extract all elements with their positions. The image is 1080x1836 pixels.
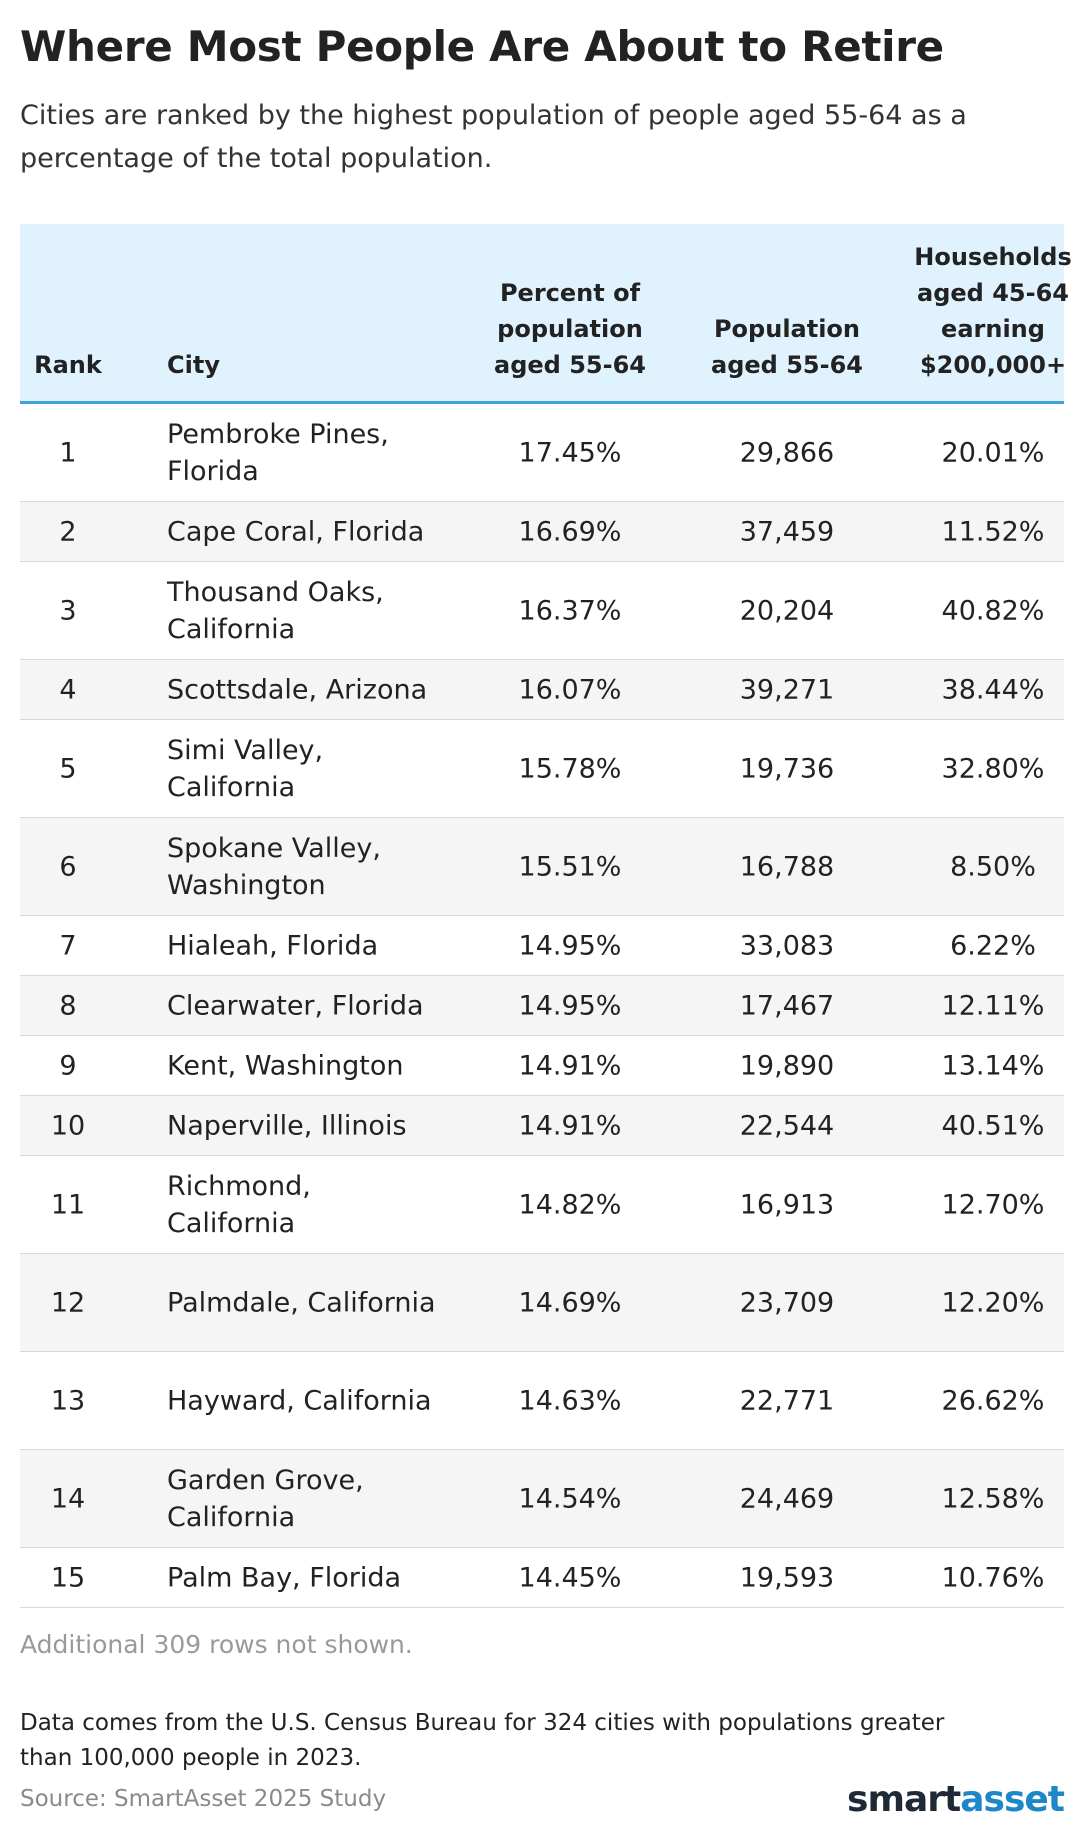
cell-population: 16,913 (739, 1189, 835, 1220)
table-row[interactable] (20, 818, 1064, 916)
cell-rank: 3 (59, 595, 77, 626)
cell-rank: 6 (59, 851, 77, 882)
header-percent-aged-55-64[interactable]: Percent of population aged 55-64 (494, 279, 646, 379)
cell-city: Hayward, California (167, 1385, 432, 1416)
cell-population: 24,469 (739, 1483, 835, 1514)
cell-city: Kent, Washington (167, 1050, 404, 1081)
cell-percent: 14.63% (518, 1385, 622, 1416)
cell-households: 40.82% (941, 595, 1045, 626)
cell-households: 12.58% (941, 1483, 1045, 1514)
cell-rank: 1 (59, 437, 77, 468)
cell-rank: 11 (50, 1189, 86, 1220)
logo-text-asset: asset (960, 1779, 1064, 1820)
cell-population: 33,083 (739, 930, 835, 961)
cell-percent: 15.51% (518, 851, 622, 882)
page-subtitle: Cities are ranked by the highest population of people aged 55-64 as a percentage of the total population. (20, 100, 967, 174)
cell-city: Clearwater, Florida (167, 990, 424, 1021)
cell-households: 26.62% (941, 1385, 1045, 1416)
table-row[interactable] (20, 1352, 1064, 1450)
cell-city: Simi Valley, California (167, 734, 324, 803)
cell-population: 17,467 (739, 990, 835, 1021)
cell-city: Palmdale, California (167, 1287, 436, 1318)
cell-percent: 14.82% (518, 1189, 622, 1220)
rows-not-shown-note: Additional 309 rows not shown. (20, 1630, 413, 1659)
cell-city: Hialeah, Florida (167, 930, 379, 961)
table-row[interactable] (20, 1036, 1064, 1096)
data-table (20, 224, 1072, 1608)
table-row[interactable] (20, 562, 1064, 660)
table-row[interactable] (20, 404, 1064, 502)
source-line: Source: SmartAsset 2025 Study (20, 1786, 387, 1812)
cell-rank: 5 (59, 753, 77, 784)
cell-city: Palm Bay, Florida (167, 1562, 402, 1593)
cell-percent: 16.07% (518, 674, 622, 705)
cell-rank: 13 (50, 1385, 86, 1416)
cell-households: 8.50% (950, 851, 1036, 882)
page-title: Where Most People Are About to Retire (20, 22, 944, 71)
cell-households: 13.14% (941, 1050, 1045, 1081)
cell-percent: 14.95% (518, 930, 622, 961)
cell-city: Richmond, California (167, 1170, 311, 1239)
table-header (20, 224, 1072, 404)
cell-households: 38.44% (941, 674, 1045, 705)
cell-households: 10.76% (941, 1562, 1045, 1593)
table-row[interactable] (20, 976, 1064, 1036)
cell-households: 12.11% (941, 990, 1045, 1021)
cell-population: 23,709 (739, 1287, 835, 1318)
header-city[interactable]: City (167, 351, 220, 379)
table-row[interactable] (20, 720, 1064, 818)
cell-rank: 2 (59, 516, 77, 547)
cell-city: Pembroke Pines, Florida (167, 418, 389, 487)
table-body (20, 404, 1064, 1608)
header-population-aged-55-64[interactable]: Population aged 55-64 (711, 315, 863, 379)
smartasset-logo (847, 1780, 1064, 1820)
cell-rank: 15 (50, 1562, 86, 1593)
cell-city: Spokane Valley, Washington (167, 832, 381, 901)
cell-households: 6.22% (950, 930, 1036, 961)
table-row[interactable] (20, 1450, 1064, 1548)
cell-percent: 14.54% (518, 1483, 622, 1514)
cell-percent: 14.69% (518, 1287, 622, 1318)
cell-population: 29,866 (739, 437, 835, 468)
cell-households: 20.01% (941, 437, 1045, 468)
cell-population: 20,204 (739, 595, 835, 626)
table-row[interactable] (20, 1254, 1064, 1352)
cell-percent: 16.69% (518, 516, 622, 547)
header-households-200k[interactable]: Households aged 45-64 earning $200,000+ (914, 243, 1072, 379)
cell-households: 12.70% (941, 1189, 1045, 1220)
cell-rank: 9 (59, 1050, 77, 1081)
cell-population: 16,788 (739, 851, 835, 882)
data-footnote: Data comes from the U.S. Census Bureau for 324 cities with populations greater than 100,000 people in 2023. (20, 1710, 945, 1771)
cell-rank: 10 (50, 1110, 86, 1141)
cell-percent: 14.95% (518, 990, 622, 1021)
cell-percent: 16.37% (518, 595, 622, 626)
cell-population: 22,544 (739, 1110, 835, 1141)
cell-city: Cape Coral, Florida (167, 516, 425, 547)
cell-percent: 14.91% (518, 1050, 622, 1081)
cell-city: Naperville, Illinois (167, 1110, 407, 1141)
cell-city: Thousand Oaks, California (167, 576, 384, 645)
cell-city: Scottsdale, Arizona (167, 674, 428, 705)
table-row[interactable] (20, 1156, 1064, 1254)
cell-percent: 15.78% (518, 753, 622, 784)
cell-population: 37,459 (739, 516, 835, 547)
cell-rank: 12 (50, 1287, 86, 1318)
cell-percent: 17.45% (518, 437, 622, 468)
cell-rank: 8 (59, 990, 77, 1021)
cell-population: 19,736 (739, 753, 835, 784)
table-row[interactable] (20, 502, 1064, 562)
table-row[interactable] (20, 660, 1064, 720)
cell-households: 40.51% (941, 1110, 1045, 1141)
cell-population: 19,890 (739, 1050, 835, 1081)
cell-population: 39,271 (739, 674, 835, 705)
table-row[interactable] (20, 916, 1064, 976)
cell-city: Garden Grove, California (167, 1464, 364, 1533)
cell-households: 11.52% (941, 516, 1045, 547)
cell-rank: 4 (59, 674, 77, 705)
table-row[interactable] (20, 1096, 1064, 1156)
header-rank[interactable]: Rank (34, 351, 102, 379)
cell-rank: 14 (50, 1483, 86, 1514)
cell-households: 32.80% (941, 753, 1045, 784)
cell-percent: 14.91% (518, 1110, 622, 1141)
cell-rank: 7 (59, 930, 77, 961)
cell-population: 22,771 (739, 1385, 835, 1416)
cell-percent: 14.45% (518, 1562, 622, 1593)
logo-text-smart: smart (847, 1779, 961, 1820)
cell-households: 12.20% (941, 1287, 1045, 1318)
cell-population: 19,593 (739, 1562, 835, 1593)
table-row[interactable] (20, 1548, 1064, 1608)
